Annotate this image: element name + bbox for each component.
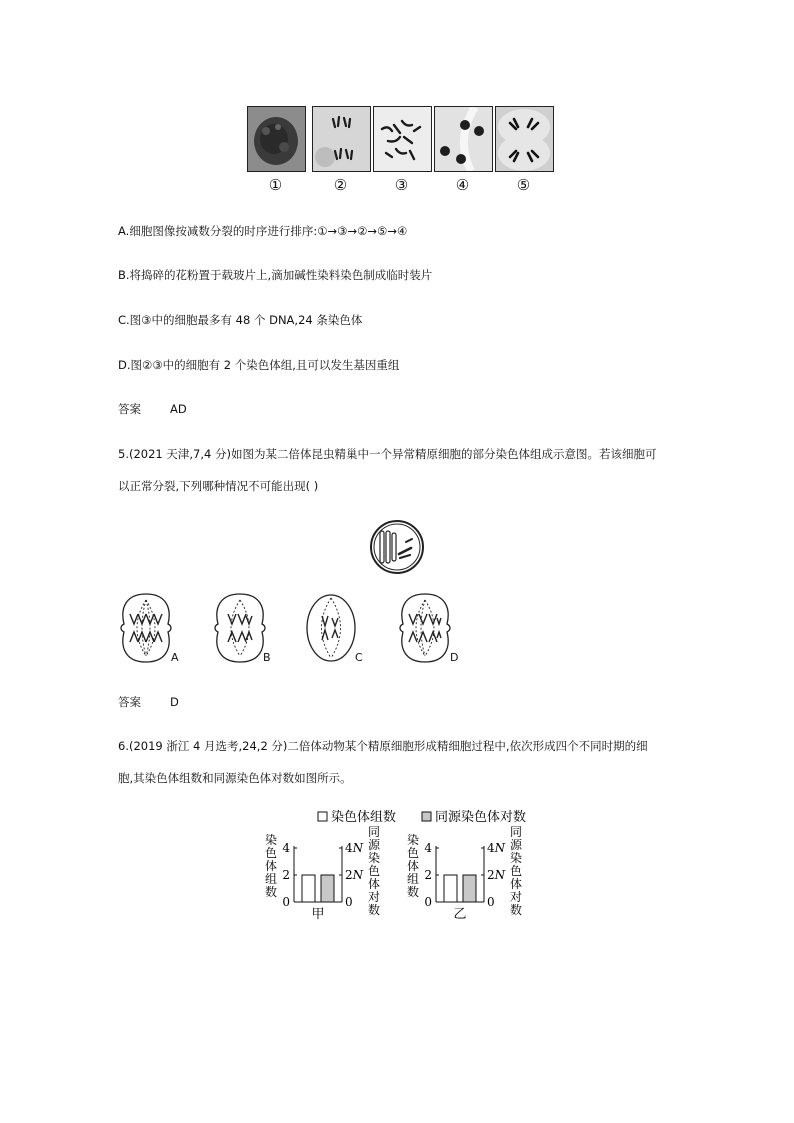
left-tick-label: 0 xyxy=(424,895,432,909)
legend-swatch-1 xyxy=(422,812,431,821)
answer-label: 答案 xyxy=(118,402,141,416)
cell-label-b: B xyxy=(263,651,271,664)
q5-stem-line2: 以正常分裂,下列哪种情况不可能出现( ) xyxy=(118,479,319,493)
bar-甲-0 xyxy=(302,875,315,902)
cell-label-d: D xyxy=(450,651,459,664)
q4-option-b: B.将捣碎的花粉置于载玻片上,滴加碱性染料染色制成临时装片 xyxy=(118,268,433,282)
cell-label-a: A xyxy=(171,651,179,664)
micrograph-label-4: ④ xyxy=(455,176,470,194)
micrograph-1 xyxy=(247,106,306,172)
micrograph-label-5: ⑤ xyxy=(516,176,531,194)
legend-label-1: 同源染色体对数 xyxy=(435,810,527,825)
bar-乙-0 xyxy=(444,875,457,902)
answer-value: AD xyxy=(170,402,187,416)
right-axis-label-0: 同源染色体对数 xyxy=(367,825,381,917)
dividing-cell-b xyxy=(212,592,268,664)
panel-label-0: 甲 xyxy=(311,907,325,922)
answer-value: D xyxy=(170,695,179,709)
left-tick-label: 2 xyxy=(282,868,290,882)
micrograph-2 xyxy=(312,106,371,172)
micrograph-4 xyxy=(434,106,493,172)
cell-label-c: C xyxy=(355,651,363,664)
dividing-cell-c xyxy=(304,592,358,664)
micrograph-label-1: ① xyxy=(268,176,283,194)
answer-label: 答案 xyxy=(118,695,141,709)
legend-swatch-0 xyxy=(318,812,327,821)
right-tick-label: 4N xyxy=(487,841,506,855)
left-tick-label: 4 xyxy=(424,841,432,855)
right-tick-label: 0 xyxy=(345,895,353,909)
micrograph-5 xyxy=(495,106,554,172)
right-axis-label-1: 同源染色体对数 xyxy=(509,825,523,917)
micrograph-3 xyxy=(373,106,432,172)
legend-label-0: 染色体组数 xyxy=(331,810,397,825)
bar-甲-1 xyxy=(321,875,334,902)
q5-answer xyxy=(118,694,179,710)
right-tick-label: 2N xyxy=(487,868,506,882)
chromosome-chart xyxy=(262,806,532,930)
right-tick-label: 2N xyxy=(345,868,364,882)
q4-option-d: D.图②③中的细胞有 2 个染色体组,且可以发生基因重组 xyxy=(118,358,400,372)
right-tick-label: 4N xyxy=(345,841,364,855)
q6-stem-line2: 胞,其染色体组数和同源染色体对数如图所示。 xyxy=(118,771,352,785)
micrograph-label-3: ③ xyxy=(394,176,409,194)
left-axis-label-0: 染色体组数 xyxy=(264,833,278,899)
left-tick-label: 4 xyxy=(282,841,290,855)
left-axis-label-1: 染色体组数 xyxy=(406,833,420,899)
dividing-cell-d xyxy=(397,592,453,664)
left-tick-label: 2 xyxy=(424,868,432,882)
q6-stem-line1: 6.(2019 浙江 4 月选考,24,2 分)二倍体动物某个精原细胞形成精细胞过程中,依次形成四个不同时期的细 xyxy=(118,739,648,753)
dividing-cell-a xyxy=(118,592,174,664)
q4-answer xyxy=(118,401,187,417)
abnormal-cell-figure xyxy=(368,518,426,576)
q4-option-c: C.图③中的细胞最多有 48 个 DNA,24 条染色体 xyxy=(118,313,363,327)
panel-label-1: 乙 xyxy=(453,907,467,922)
q5-stem-line1: 5.(2021 天津,7,4 分)如图为某二倍体昆虫精巢中一个异常精原细胞的部分染色体组成示意图。若该细胞可 xyxy=(118,447,657,461)
left-tick-label: 0 xyxy=(282,895,290,909)
micrograph-label-2: ② xyxy=(333,176,348,194)
bar-乙-1 xyxy=(463,875,476,902)
q4-option-a: A.细胞图像按减数分裂的时序进行排序:①→③→②→⑤→④ xyxy=(118,224,408,238)
right-tick-label: 0 xyxy=(487,895,495,909)
